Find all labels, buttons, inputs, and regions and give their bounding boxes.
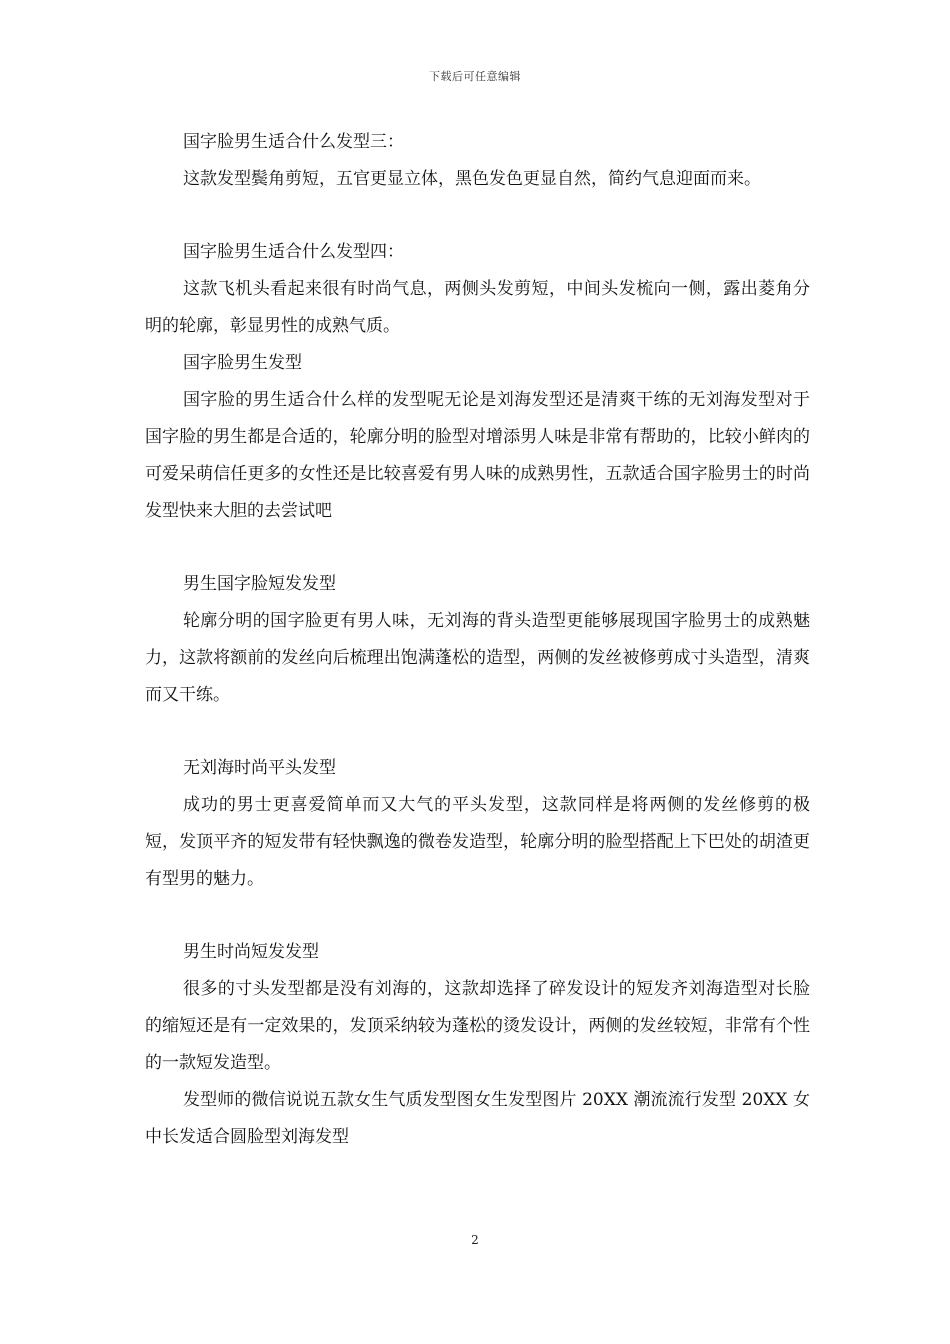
section-heading-fashion-short: 男生时尚短发发型 bbox=[183, 942, 319, 962]
section-heading-square-face: 国字脸男生发型 bbox=[183, 353, 302, 373]
page-header: 下载后可任意编辑 bbox=[429, 70, 521, 83]
section-paragraph-fashion-short: 很多的寸头发型都是没有刘海的，这款却选择了碎发设计的短发齐刘海造型对长脸的缩短还是有一定效果的，发顶采纳较为蓬松的烫发设计，两侧的发丝较短，非常有个性的一款短发造型。 bbox=[145, 979, 810, 1073]
section-paragraph-short-hair: 轮廓分明的国字脸更有男人味，无刘海的背头造型更能够展现国字脸男士的成熟魅力，这款将额前的发丝向后梳理出饱满蓬松的造型，两侧的发丝被修剪成寸头造型，清爽而又干练。 bbox=[145, 611, 810, 705]
section-paragraph-flat-top: 成功的男士更喜爱简单而又大气的平头发型，这款同样是将两侧的发丝修剪的极短，发顶平齐的短发带有轻快飘逸的微卷发造型，轮廓分明的脸型搭配上下巴处的胡渣更有型男的魅力。 bbox=[145, 795, 810, 889]
spacer bbox=[145, 530, 810, 566]
section-heading-short-hair: 男生国字脸短发发型 bbox=[183, 574, 336, 594]
section-heading-3: 国字脸男生适合什么发型三： bbox=[183, 132, 404, 152]
spacer bbox=[145, 714, 810, 750]
document-body bbox=[145, 124, 810, 1156]
section-paragraph-square-face: 国字脸的男生适合什么样的发型呢无论是刘海发型还是清爽干练的无刘海发型对于国字脸的男生都是合适的，轮廓分明的脸型对增添男人味是非常有帮助的，比较小鲜肉的可爱呆萌信任更多的女性还是比较喜爱有男人味的成熟男性，五款适合国字脸男士的时尚发型快来大胆的去尝试吧 bbox=[145, 390, 810, 521]
page-number: 2 bbox=[471, 1233, 479, 1247]
section-heading-4: 国字脸男生适合什么发型四： bbox=[183, 242, 404, 262]
section-paragraph-3: 这款发型鬓角剪短，五官更显立体，黑色发色更显自然，简约气息迎面而来。 bbox=[183, 169, 761, 189]
section-heading-flat-top: 无刘海时尚平头发型 bbox=[183, 758, 336, 778]
spacer bbox=[145, 198, 810, 234]
spacer bbox=[145, 898, 810, 934]
closing-paragraph: 发型师的微信说说五款女生气质发型图女生发型图片 20XX 潮流流行发型 20XX 女中长发适合圆脸型刘海发型 bbox=[145, 1090, 810, 1147]
section-paragraph-4: 这款飞机头看起来很有时尚气息，两侧头发剪短，中间头发梳向一侧，露出菱角分明的轮廓，彰显男性的成熟气质。 bbox=[145, 279, 810, 336]
